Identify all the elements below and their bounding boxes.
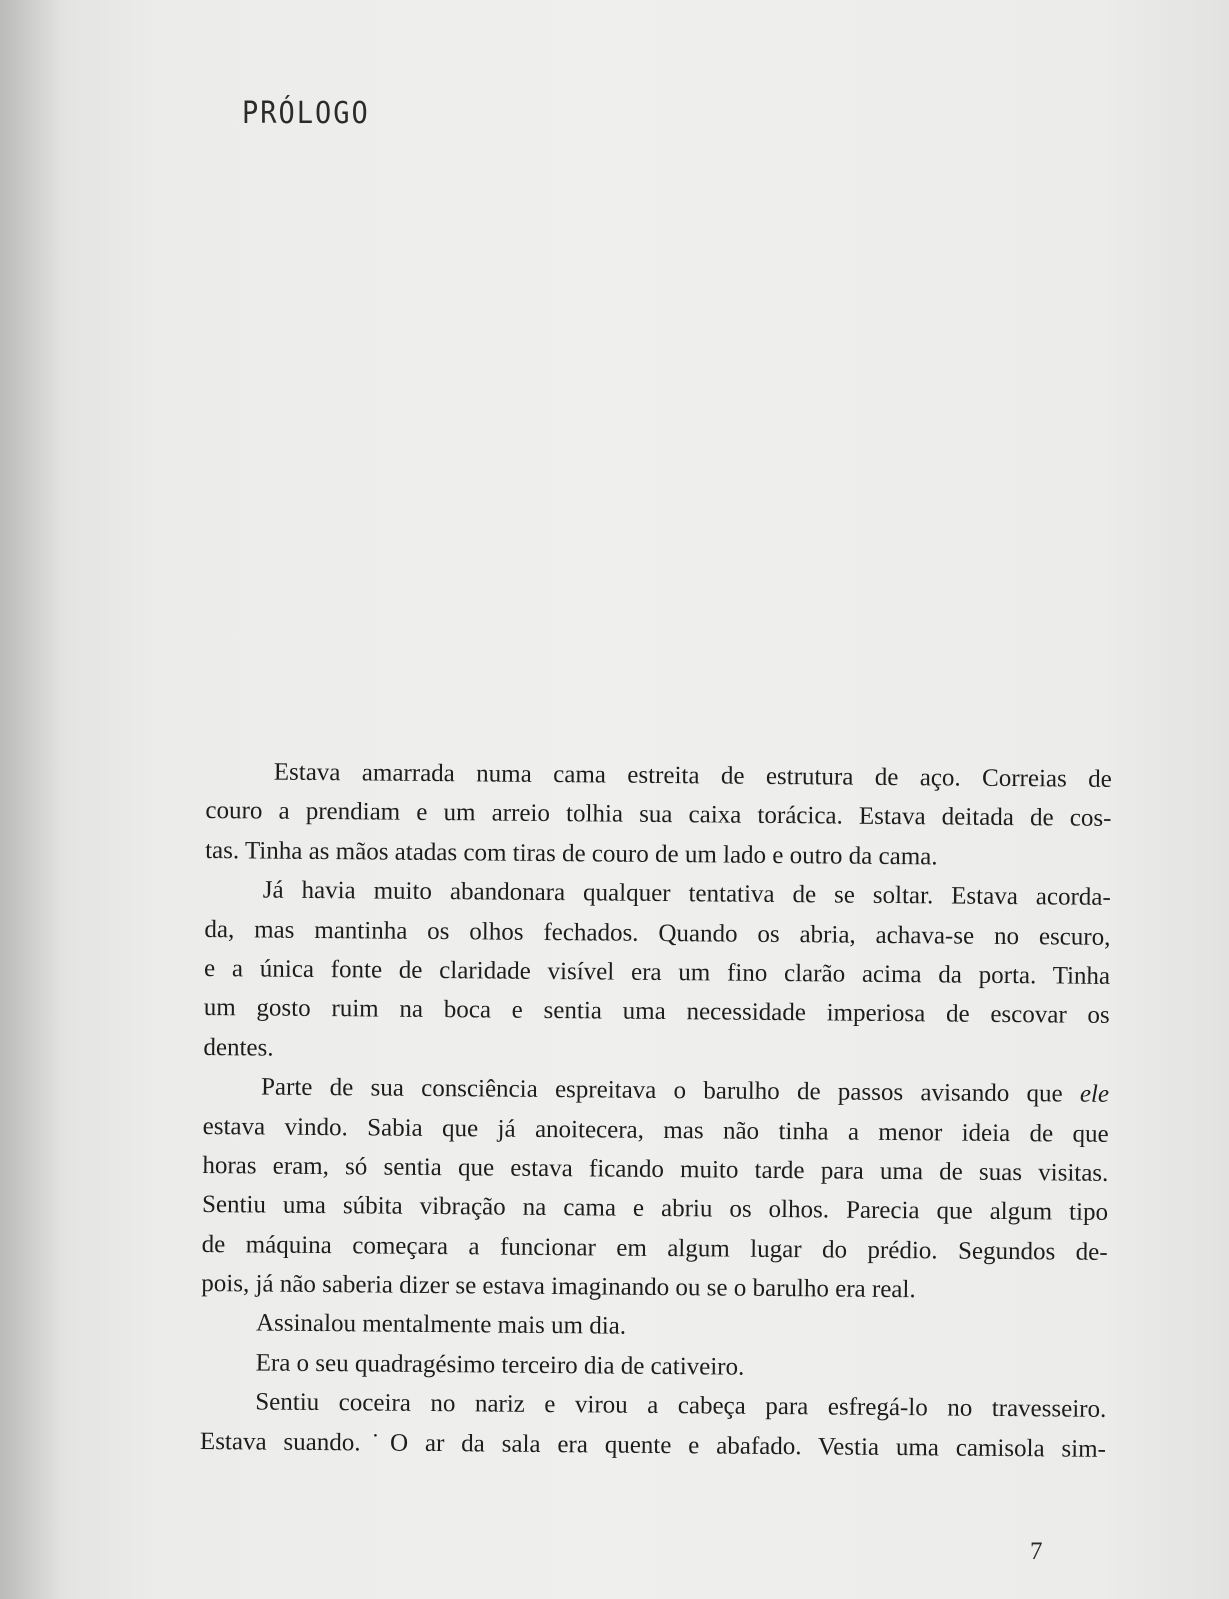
paragraph-1-line-1: Estava amarrada numa cama estreita de estrutura de aço. Correias de	[273, 758, 1112, 793]
book-gutter-shadow	[0, 0, 60, 1599]
paragraph-4-line-1: Assinalou mentalmente mais um dia.	[255, 1309, 627, 1341]
body-text	[200, 752, 1112, 1469]
paragraph-2-line-5: dentes.	[203, 1033, 274, 1062]
paragraph-2-line-1: Já havia muito abandonara qualquer tentativa de se soltar. Estava acorda-	[262, 876, 1111, 912]
paragraph-6-line-2: Estava suando.˙O ar da sala era quente e abafado. Vestia uma camisola sim-	[199, 1427, 1107, 1463]
paragraph-6-line-1: Sentiu coceira no nariz e virou a cabeça para esfregá-lo no travesseiro.	[255, 1388, 1107, 1424]
paragraph-1-line-2: couro a prendiam e um arreio tolhia sua caixa torácica. Estava deitada de cos-	[205, 797, 1112, 833]
paragraph-1-line-3: tas. Tinha as mãos atadas com tiras de couro de um lado e outro da cama.	[205, 836, 938, 871]
paragraph-3-line-1: Parte de sua consciência espreitava o barulho de passos avisando que ele	[260, 1073, 1110, 1109]
paragraph-3-line-4: Sentiu uma súbita vibração na cama e abriu os olhos. Parecia que algum tipo	[201, 1191, 1109, 1227]
paragraph-2-line-4: um gosto ruim na boca e sentia uma necessidade imperiosa de escovar os	[203, 994, 1110, 1030]
paragraph-2-line-2: da, mas mantinha os olhos fechados. Quando os abria, achava-se no escuro,	[204, 915, 1111, 951]
chapter-heading: PRÓLOGO	[242, 96, 370, 131]
paragraph-3-line-2: estava vindo. Sabia que já anoitecera, mas não tinha a menor ideia de que	[202, 1112, 1109, 1148]
paragraph-5-line-1: Era o seu quadragésimo terceiro dia de cativeiro.	[255, 1349, 745, 1381]
paragraph-3-line-5: de máquina começara a funcionar em algum lugar do prédio. Segundos de-	[201, 1230, 1108, 1266]
emphasized-word: ele	[1079, 1080, 1110, 1109]
paragraph-3-line-3: horas eram, só sentia que estava ficando muito tarde para uma de suas visitas.	[202, 1151, 1109, 1187]
paragraph-3-line-6: pois, já não saberia dizer se estava imaginando ou se o barulho era real.	[201, 1270, 916, 1304]
paragraph-2-line-3: e a única fonte de claridade visível era um fino clarão acima da porta. Tinha	[203, 954, 1111, 990]
page-number: 7	[1030, 1538, 1043, 1565]
